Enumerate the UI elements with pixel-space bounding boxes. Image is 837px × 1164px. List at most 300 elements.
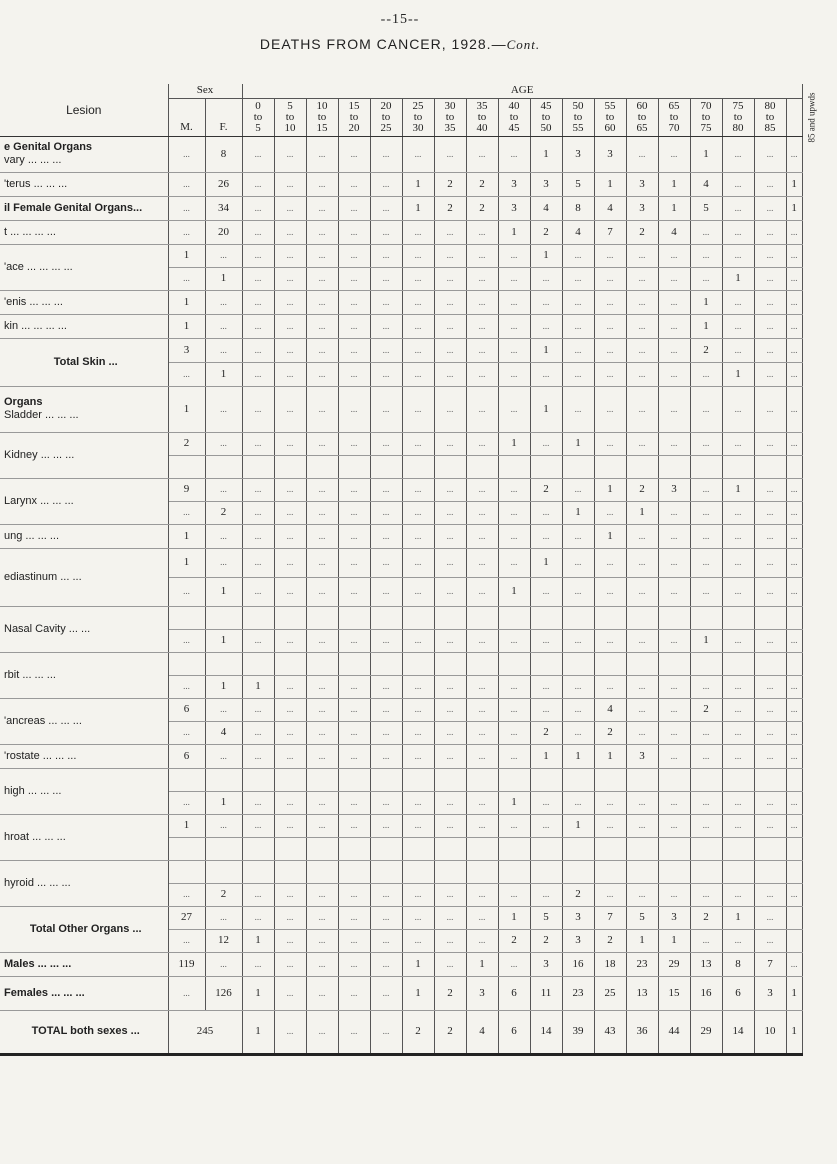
table-body bbox=[0, 136, 802, 1054]
count-cell: ... bbox=[722, 172, 754, 196]
count-cell: ... bbox=[434, 244, 466, 267]
count-cell: ... bbox=[754, 577, 786, 606]
age-group-header: 80 to 85 bbox=[754, 98, 786, 136]
count-cell bbox=[338, 606, 370, 629]
age-group-header: 55 to 60 bbox=[594, 98, 626, 136]
count-cell: ... bbox=[722, 338, 754, 362]
count-cell: ... bbox=[168, 267, 205, 290]
count-cell: 1 bbox=[402, 976, 434, 1010]
count-cell: ... bbox=[370, 136, 402, 172]
count-cell: 1 bbox=[168, 386, 205, 432]
count-cell: 1 bbox=[530, 338, 562, 362]
count-cell: 1 bbox=[168, 314, 205, 338]
count-cell: ... bbox=[594, 814, 626, 837]
count-cell: ... bbox=[754, 524, 786, 548]
table-row bbox=[0, 652, 802, 675]
count-cell bbox=[306, 652, 338, 675]
count-cell bbox=[402, 606, 434, 629]
count-cell bbox=[242, 455, 274, 478]
count-cell: ... bbox=[242, 906, 274, 929]
count-cell: ... bbox=[370, 577, 402, 606]
count-cell: ... bbox=[402, 267, 434, 290]
count-cell bbox=[658, 860, 690, 883]
count-cell bbox=[242, 860, 274, 883]
count-cell: 1 bbox=[530, 386, 562, 432]
count-cell: 1 bbox=[205, 362, 242, 386]
count-cell bbox=[658, 837, 690, 860]
count-cell bbox=[370, 768, 402, 791]
count-cell: ... bbox=[370, 906, 402, 929]
count-cell: ... bbox=[466, 744, 498, 768]
count-cell bbox=[594, 837, 626, 860]
count-cell: ... bbox=[370, 744, 402, 768]
count-cell: ... bbox=[466, 906, 498, 929]
count-cell bbox=[594, 860, 626, 883]
table-row bbox=[0, 1010, 802, 1054]
count-cell: 1 bbox=[205, 791, 242, 814]
count-cell: ... bbox=[466, 577, 498, 606]
count-cell: ... bbox=[205, 548, 242, 577]
count-cell: ... bbox=[594, 548, 626, 577]
count-cell: ... bbox=[168, 929, 205, 952]
count-cell: ... bbox=[562, 314, 594, 338]
count-cell bbox=[205, 652, 242, 675]
count-cell: ... bbox=[466, 629, 498, 652]
count-cell bbox=[168, 652, 205, 675]
count-cell: 1 bbox=[786, 1010, 802, 1054]
count-cell: ... bbox=[594, 675, 626, 698]
count-cell: ... bbox=[722, 744, 754, 768]
count-cell: ... bbox=[370, 386, 402, 432]
count-cell bbox=[205, 837, 242, 860]
count-cell: ... bbox=[786, 524, 802, 548]
count-cell: ... bbox=[690, 386, 722, 432]
count-cell: ... bbox=[466, 362, 498, 386]
count-cell: ... bbox=[658, 791, 690, 814]
count-cell: 2 bbox=[466, 196, 498, 220]
age-group-header: 60 to 65 bbox=[626, 98, 658, 136]
count-cell: ... bbox=[754, 814, 786, 837]
count-cell: 16 bbox=[690, 976, 722, 1010]
table-row bbox=[0, 860, 802, 883]
count-cell: ... bbox=[306, 976, 338, 1010]
count-cell: ... bbox=[306, 267, 338, 290]
count-cell bbox=[370, 606, 402, 629]
lesion-label: 'ace ... ... ... ... bbox=[0, 244, 168, 290]
count-cell: 18 bbox=[594, 952, 626, 976]
count-cell: ... bbox=[786, 432, 802, 455]
count-cell: ... bbox=[434, 744, 466, 768]
count-cell: ... bbox=[338, 267, 370, 290]
count-cell bbox=[205, 768, 242, 791]
lesion-label: Nasal Cavity ... ... bbox=[0, 606, 168, 652]
count-cell: ... bbox=[434, 814, 466, 837]
count-cell: 1 bbox=[168, 244, 205, 267]
count-cell: 2 bbox=[594, 929, 626, 952]
title-text: DEATHS FROM CANCER, 1928. bbox=[259, 36, 492, 52]
count-cell: ... bbox=[402, 478, 434, 501]
count-cell: ... bbox=[168, 220, 205, 244]
count-cell: ... bbox=[306, 196, 338, 220]
count-cell: ... bbox=[498, 478, 530, 501]
count-cell bbox=[274, 455, 306, 478]
count-cell: ... bbox=[274, 577, 306, 606]
count-cell: ... bbox=[594, 883, 626, 906]
count-cell: 20 bbox=[205, 220, 242, 244]
count-cell: ... bbox=[658, 432, 690, 455]
count-cell: ... bbox=[274, 548, 306, 577]
count-cell: ... bbox=[168, 136, 205, 172]
count-cell bbox=[434, 455, 466, 478]
count-cell: 6 bbox=[722, 976, 754, 1010]
count-cell bbox=[786, 652, 802, 675]
count-cell bbox=[466, 860, 498, 883]
count-cell: 1 bbox=[530, 136, 562, 172]
count-cell: ... bbox=[786, 577, 802, 606]
count-cell: ... bbox=[274, 478, 306, 501]
count-cell: ... bbox=[242, 629, 274, 652]
count-cell: ... bbox=[306, 220, 338, 244]
lesion-label: Total Other Organs ... bbox=[0, 906, 168, 952]
count-cell: ... bbox=[626, 577, 658, 606]
count-cell bbox=[370, 455, 402, 478]
count-cell: ... bbox=[530, 675, 562, 698]
count-cell: ... bbox=[274, 196, 306, 220]
count-cell: ... bbox=[306, 548, 338, 577]
count-cell: ... bbox=[498, 698, 530, 721]
count-cell: ... bbox=[466, 721, 498, 744]
count-cell bbox=[754, 860, 786, 883]
count-cell: ... bbox=[274, 906, 306, 929]
count-cell bbox=[306, 768, 338, 791]
count-cell bbox=[434, 652, 466, 675]
count-cell: 1 bbox=[205, 629, 242, 652]
count-cell: ... bbox=[402, 524, 434, 548]
sex-m-header: M. bbox=[168, 98, 205, 136]
count-cell: 3 bbox=[562, 906, 594, 929]
count-cell: ... bbox=[690, 220, 722, 244]
count-cell: 1 bbox=[722, 906, 754, 929]
age-group-header: 10 to 15 bbox=[306, 98, 338, 136]
count-cell: ... bbox=[402, 883, 434, 906]
count-cell: ... bbox=[306, 906, 338, 929]
count-cell: 1 bbox=[498, 577, 530, 606]
count-cell bbox=[370, 837, 402, 860]
count-cell: ... bbox=[242, 290, 274, 314]
count-cell: ... bbox=[786, 629, 802, 652]
count-cell: ... bbox=[626, 814, 658, 837]
count-cell bbox=[338, 455, 370, 478]
count-cell: ... bbox=[274, 314, 306, 338]
count-cell: ... bbox=[402, 244, 434, 267]
table-row bbox=[0, 976, 802, 1010]
count-cell: 1 bbox=[402, 196, 434, 220]
count-cell: ... bbox=[306, 744, 338, 768]
table-row bbox=[0, 314, 802, 338]
count-cell: 3 bbox=[530, 952, 562, 976]
count-cell: ... bbox=[370, 698, 402, 721]
count-cell: ... bbox=[786, 675, 802, 698]
count-cell: ... bbox=[338, 524, 370, 548]
age-group-header: 5 to 10 bbox=[274, 98, 306, 136]
count-cell: ... bbox=[434, 952, 466, 976]
count-cell bbox=[562, 837, 594, 860]
count-cell: ... bbox=[242, 501, 274, 524]
count-cell: ... bbox=[498, 501, 530, 524]
count-cell bbox=[722, 860, 754, 883]
count-cell: 2 bbox=[498, 929, 530, 952]
count-cell: ... bbox=[370, 629, 402, 652]
count-cell: 5 bbox=[562, 172, 594, 196]
count-cell: ... bbox=[274, 338, 306, 362]
count-cell: ... bbox=[306, 675, 338, 698]
age-85-upwards-header: 85 and upwds bbox=[786, 98, 802, 136]
count-cell: ... bbox=[690, 362, 722, 386]
count-cell bbox=[402, 455, 434, 478]
count-cell: ... bbox=[306, 314, 338, 338]
count-cell: ... bbox=[658, 524, 690, 548]
count-cell: ... bbox=[402, 814, 434, 837]
count-cell: ... bbox=[434, 362, 466, 386]
count-cell: ... bbox=[466, 524, 498, 548]
count-cell: ... bbox=[626, 698, 658, 721]
count-cell: ... bbox=[370, 883, 402, 906]
count-cell: ... bbox=[242, 196, 274, 220]
count-cell: ... bbox=[466, 675, 498, 698]
count-cell: 4 bbox=[594, 698, 626, 721]
count-cell: 3 bbox=[658, 478, 690, 501]
count-cell: 1 bbox=[722, 478, 754, 501]
count-cell: ... bbox=[690, 814, 722, 837]
count-cell: ... bbox=[205, 698, 242, 721]
page-number: --15-- bbox=[380, 12, 420, 27]
count-cell: ... bbox=[242, 314, 274, 338]
count-cell: ... bbox=[562, 548, 594, 577]
count-cell: ... bbox=[205, 814, 242, 837]
count-cell: 8 bbox=[722, 952, 754, 976]
count-cell bbox=[434, 860, 466, 883]
count-cell: ... bbox=[690, 267, 722, 290]
count-cell: 1 bbox=[498, 791, 530, 814]
count-cell bbox=[722, 768, 754, 791]
lesion-label: 'terus ... ... ... bbox=[0, 172, 168, 196]
count-cell: ... bbox=[338, 172, 370, 196]
count-cell bbox=[274, 606, 306, 629]
count-cell: ... bbox=[690, 675, 722, 698]
count-cell: 3 bbox=[658, 906, 690, 929]
count-cell bbox=[498, 768, 530, 791]
count-cell: ... bbox=[370, 1010, 402, 1054]
table-row bbox=[0, 548, 802, 577]
count-cell bbox=[466, 606, 498, 629]
count-cell: ... bbox=[786, 721, 802, 744]
count-cell: ... bbox=[658, 698, 690, 721]
count-cell bbox=[626, 652, 658, 675]
count-cell: 1 bbox=[626, 501, 658, 524]
count-cell: ... bbox=[594, 791, 626, 814]
count-cell: 25 bbox=[594, 976, 626, 1010]
table-row bbox=[0, 136, 802, 172]
count-cell: 3 bbox=[562, 929, 594, 952]
count-cell: 1 bbox=[530, 744, 562, 768]
count-cell: ... bbox=[205, 952, 242, 976]
count-cell: 3 bbox=[754, 976, 786, 1010]
count-cell: ... bbox=[530, 290, 562, 314]
count-cell: ... bbox=[370, 721, 402, 744]
count-cell: ... bbox=[338, 675, 370, 698]
count-cell bbox=[562, 652, 594, 675]
count-cell: ... bbox=[306, 814, 338, 837]
count-cell: ... bbox=[168, 721, 205, 744]
count-cell: ... bbox=[722, 244, 754, 267]
count-cell: 2 bbox=[466, 172, 498, 196]
count-cell: ... bbox=[402, 548, 434, 577]
count-cell bbox=[466, 768, 498, 791]
count-cell: ... bbox=[370, 338, 402, 362]
age-group-header: 30 to 35 bbox=[434, 98, 466, 136]
count-cell bbox=[722, 837, 754, 860]
count-cell: ... bbox=[498, 524, 530, 548]
count-cell: ... bbox=[626, 721, 658, 744]
count-cell: 14 bbox=[530, 1010, 562, 1054]
count-cell: ... bbox=[786, 478, 802, 501]
count-cell: ... bbox=[274, 675, 306, 698]
count-cell: 1 bbox=[498, 432, 530, 455]
count-cell: ... bbox=[658, 721, 690, 744]
lesion-label: Larynx ... ... ... bbox=[0, 478, 168, 524]
count-cell bbox=[466, 837, 498, 860]
count-cell: 3 bbox=[562, 136, 594, 172]
count-cell: ... bbox=[722, 548, 754, 577]
table-row bbox=[0, 606, 802, 629]
count-cell: ... bbox=[338, 244, 370, 267]
count-cell bbox=[306, 606, 338, 629]
count-cell: ... bbox=[754, 929, 786, 952]
count-cell: ... bbox=[402, 338, 434, 362]
count-cell bbox=[530, 837, 562, 860]
count-cell: ... bbox=[306, 952, 338, 976]
count-cell bbox=[594, 768, 626, 791]
count-cell: ... bbox=[168, 976, 205, 1010]
count-cell: ... bbox=[338, 478, 370, 501]
count-cell: ... bbox=[306, 244, 338, 267]
count-cell: ... bbox=[306, 386, 338, 432]
count-cell: ... bbox=[168, 675, 205, 698]
count-cell: ... bbox=[402, 577, 434, 606]
lesion-label: 'rostate ... ... ... bbox=[0, 744, 168, 768]
count-cell: ... bbox=[402, 929, 434, 952]
count-cell bbox=[786, 606, 802, 629]
count-cell: ... bbox=[306, 338, 338, 362]
count-cell: ... bbox=[205, 906, 242, 929]
count-cell: ... bbox=[754, 698, 786, 721]
count-cell: ... bbox=[434, 524, 466, 548]
count-cell: 7 bbox=[594, 220, 626, 244]
count-cell: ... bbox=[370, 314, 402, 338]
age-group-header: 70 to 75 bbox=[690, 98, 722, 136]
count-cell: ... bbox=[722, 290, 754, 314]
count-cell bbox=[754, 606, 786, 629]
count-cell: ... bbox=[626, 883, 658, 906]
count-cell bbox=[626, 606, 658, 629]
count-cell: 23 bbox=[626, 952, 658, 976]
count-cell: ... bbox=[562, 629, 594, 652]
count-cell: ... bbox=[466, 432, 498, 455]
count-cell: ... bbox=[690, 577, 722, 606]
count-cell: ... bbox=[690, 524, 722, 548]
sex-header: Sex bbox=[168, 84, 242, 98]
count-cell: ... bbox=[754, 244, 786, 267]
count-cell: 5 bbox=[626, 906, 658, 929]
count-cell: 2 bbox=[205, 501, 242, 524]
count-cell: ... bbox=[530, 524, 562, 548]
table-row bbox=[0, 524, 802, 548]
count-cell: ... bbox=[594, 314, 626, 338]
count-cell: 119 bbox=[168, 952, 205, 976]
count-cell: ... bbox=[370, 478, 402, 501]
count-cell: ... bbox=[722, 629, 754, 652]
count-cell: ... bbox=[370, 290, 402, 314]
count-cell: 2 bbox=[434, 976, 466, 1010]
count-cell: ... bbox=[338, 814, 370, 837]
count-cell bbox=[498, 455, 530, 478]
count-cell bbox=[690, 768, 722, 791]
count-cell: ... bbox=[434, 906, 466, 929]
count-cell: ... bbox=[466, 267, 498, 290]
count-cell bbox=[562, 455, 594, 478]
count-cell: ... bbox=[434, 929, 466, 952]
lesion-label: 'enis ... ... ... bbox=[0, 290, 168, 314]
count-cell: ... bbox=[242, 136, 274, 172]
count-cell: ... bbox=[786, 698, 802, 721]
count-cell: ... bbox=[754, 791, 786, 814]
count-cell: ... bbox=[562, 362, 594, 386]
count-cell: ... bbox=[338, 220, 370, 244]
count-cell: ... bbox=[690, 721, 722, 744]
count-cell: ... bbox=[722, 501, 754, 524]
count-cell bbox=[690, 860, 722, 883]
age-group-header: 75 to 80 bbox=[722, 98, 754, 136]
count-cell: ... bbox=[434, 432, 466, 455]
count-cell: ... bbox=[434, 698, 466, 721]
count-cell bbox=[274, 768, 306, 791]
count-cell: ... bbox=[242, 478, 274, 501]
count-cell: ... bbox=[722, 791, 754, 814]
count-cell: 1 bbox=[658, 929, 690, 952]
count-cell: ... bbox=[754, 548, 786, 577]
count-cell: 43 bbox=[594, 1010, 626, 1054]
count-cell bbox=[168, 860, 205, 883]
count-cell bbox=[786, 929, 802, 952]
count-cell: ... bbox=[306, 1010, 338, 1054]
count-cell: 3 bbox=[498, 172, 530, 196]
count-cell: ... bbox=[338, 432, 370, 455]
count-cell: ... bbox=[466, 929, 498, 952]
count-cell: 12 bbox=[205, 929, 242, 952]
count-cell: 4 bbox=[562, 220, 594, 244]
age-group-header: 0 to 5 bbox=[242, 98, 274, 136]
count-cell: ... bbox=[466, 136, 498, 172]
count-cell: ... bbox=[530, 883, 562, 906]
count-cell: 9 bbox=[168, 478, 205, 501]
count-cell bbox=[594, 455, 626, 478]
count-cell bbox=[466, 455, 498, 478]
count-cell bbox=[562, 606, 594, 629]
count-cell: 8 bbox=[205, 136, 242, 172]
count-cell: ... bbox=[498, 314, 530, 338]
count-cell: ... bbox=[594, 338, 626, 362]
count-cell: ... bbox=[274, 386, 306, 432]
